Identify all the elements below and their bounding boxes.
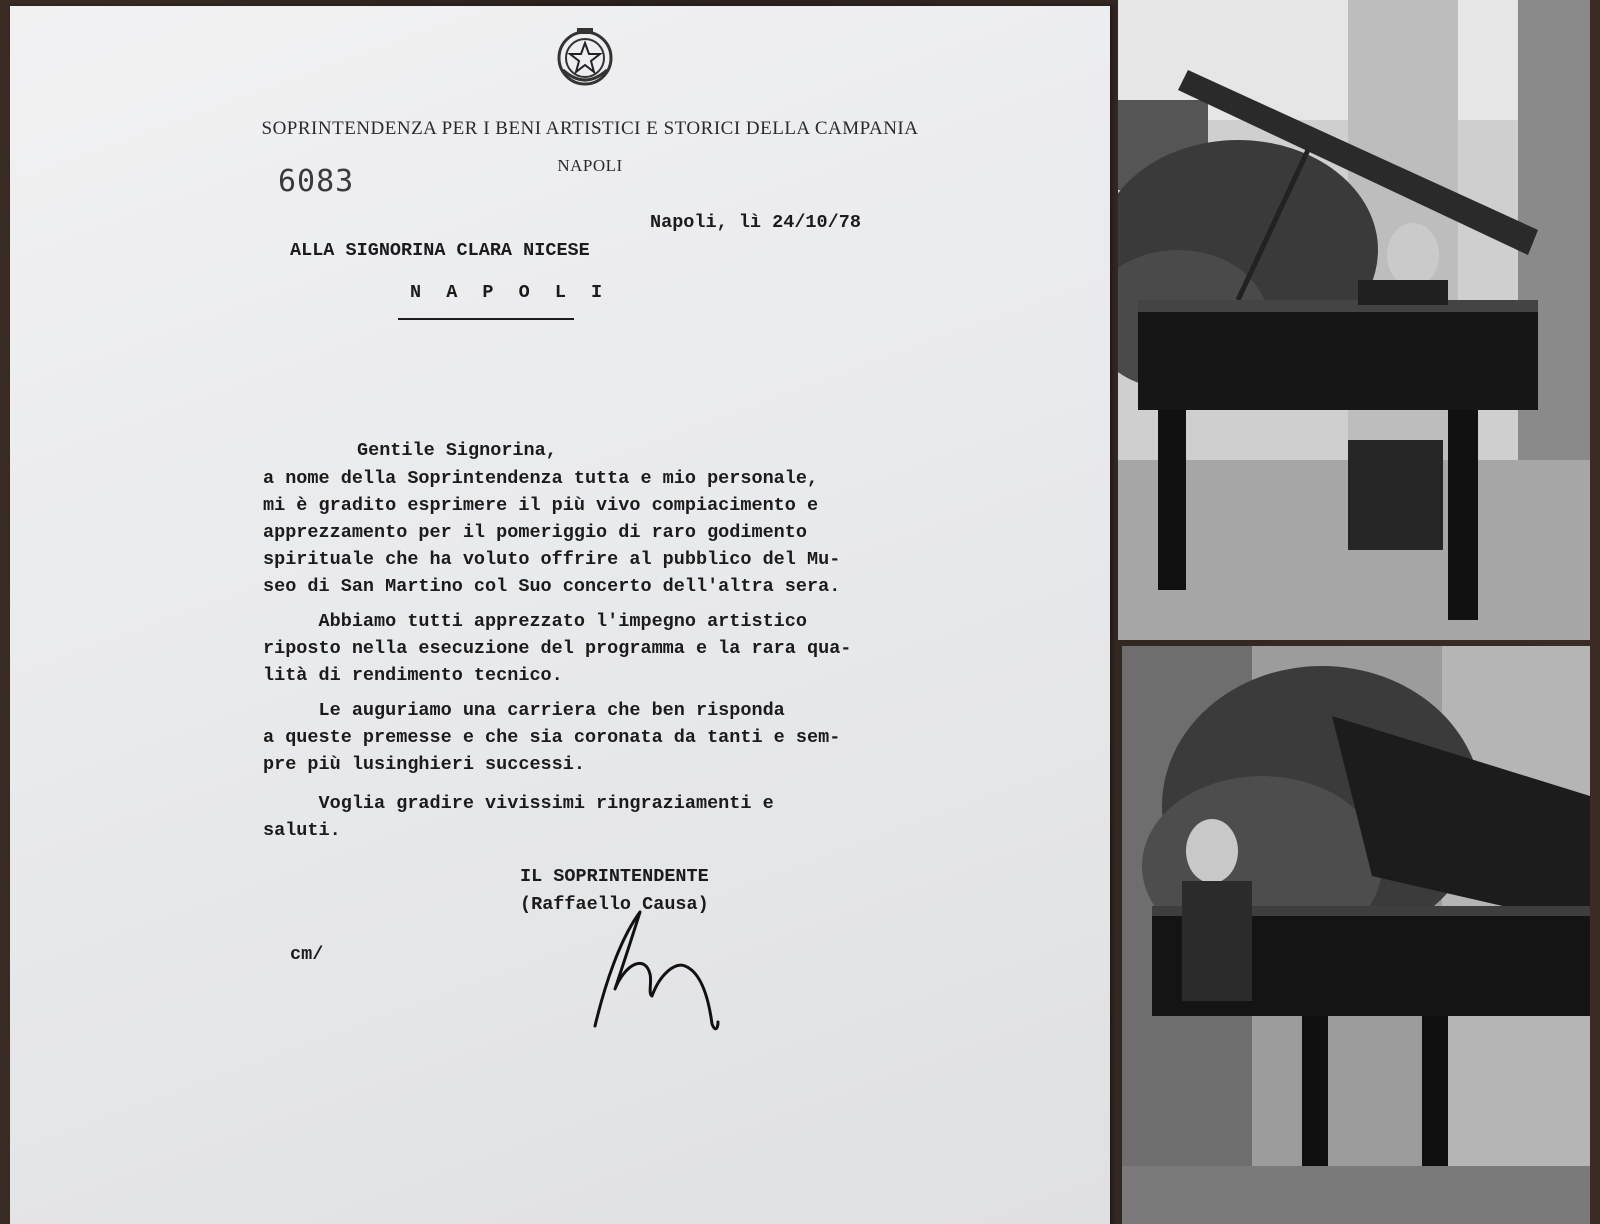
photo-pianist-top	[1118, 0, 1590, 640]
body-line: a nome della Soprintendenza tutta e mio personale,	[263, 468, 819, 489]
protocol-number: 6083	[278, 164, 355, 199]
body-line: Abbiamo tutti apprezzato l'impegno artistico	[263, 611, 807, 632]
letterhead-title: SOPRINTENDENZA PER I BENI ARTISTICI E STORICI DELLA CAMPANIA	[261, 118, 919, 139]
typist-initials: cm/	[290, 944, 324, 965]
addressee: ALLA SIGNORINA CLARA NICESE	[290, 240, 590, 261]
salutation: Gentile Signorina,	[357, 440, 557, 461]
body-line: Le auguriamo una carriera che ben risponda	[263, 700, 785, 721]
body-line: mi è gradito esprimere il più vivo compiacimento e	[263, 495, 819, 516]
body-line: a queste premesse e che sia coronata da tanti e sem-	[263, 727, 841, 748]
addressee-city: N A P O L I	[410, 282, 610, 303]
letterhead-city: NAPOLI	[557, 156, 623, 175]
body-line: seo di San Martino col Suo concerto dell'altra sera.	[263, 576, 841, 597]
body-line: saluti.	[263, 820, 341, 841]
addressee-underline	[398, 318, 574, 320]
date-line: Napoli, lì 24/10/78	[650, 212, 861, 233]
body-line: spirituale che ha voluto offrire al pubblico del Mu-	[263, 549, 841, 570]
handwritten-signature	[590, 904, 740, 1034]
body-line: riposto nella esecuzione del programma e la rara qua-	[263, 638, 852, 659]
photo-pianist-bottom	[1122, 646, 1590, 1224]
emblem-icon	[553, 24, 617, 94]
body-line: lità di rendimento tecnico.	[263, 665, 563, 686]
body-line: Voglia gradire vivissimi ringraziamenti e	[263, 793, 774, 814]
body-line: apprezzamento per il pomeriggio di raro godimento	[263, 522, 807, 543]
body-line: pre più lusinghieri successi.	[263, 754, 585, 775]
signoff-name: (Raffaello Causa)	[520, 894, 709, 915]
signoff-title: IL SOPRINTENDENTE	[520, 866, 709, 887]
letter-sheet	[10, 6, 1110, 1224]
